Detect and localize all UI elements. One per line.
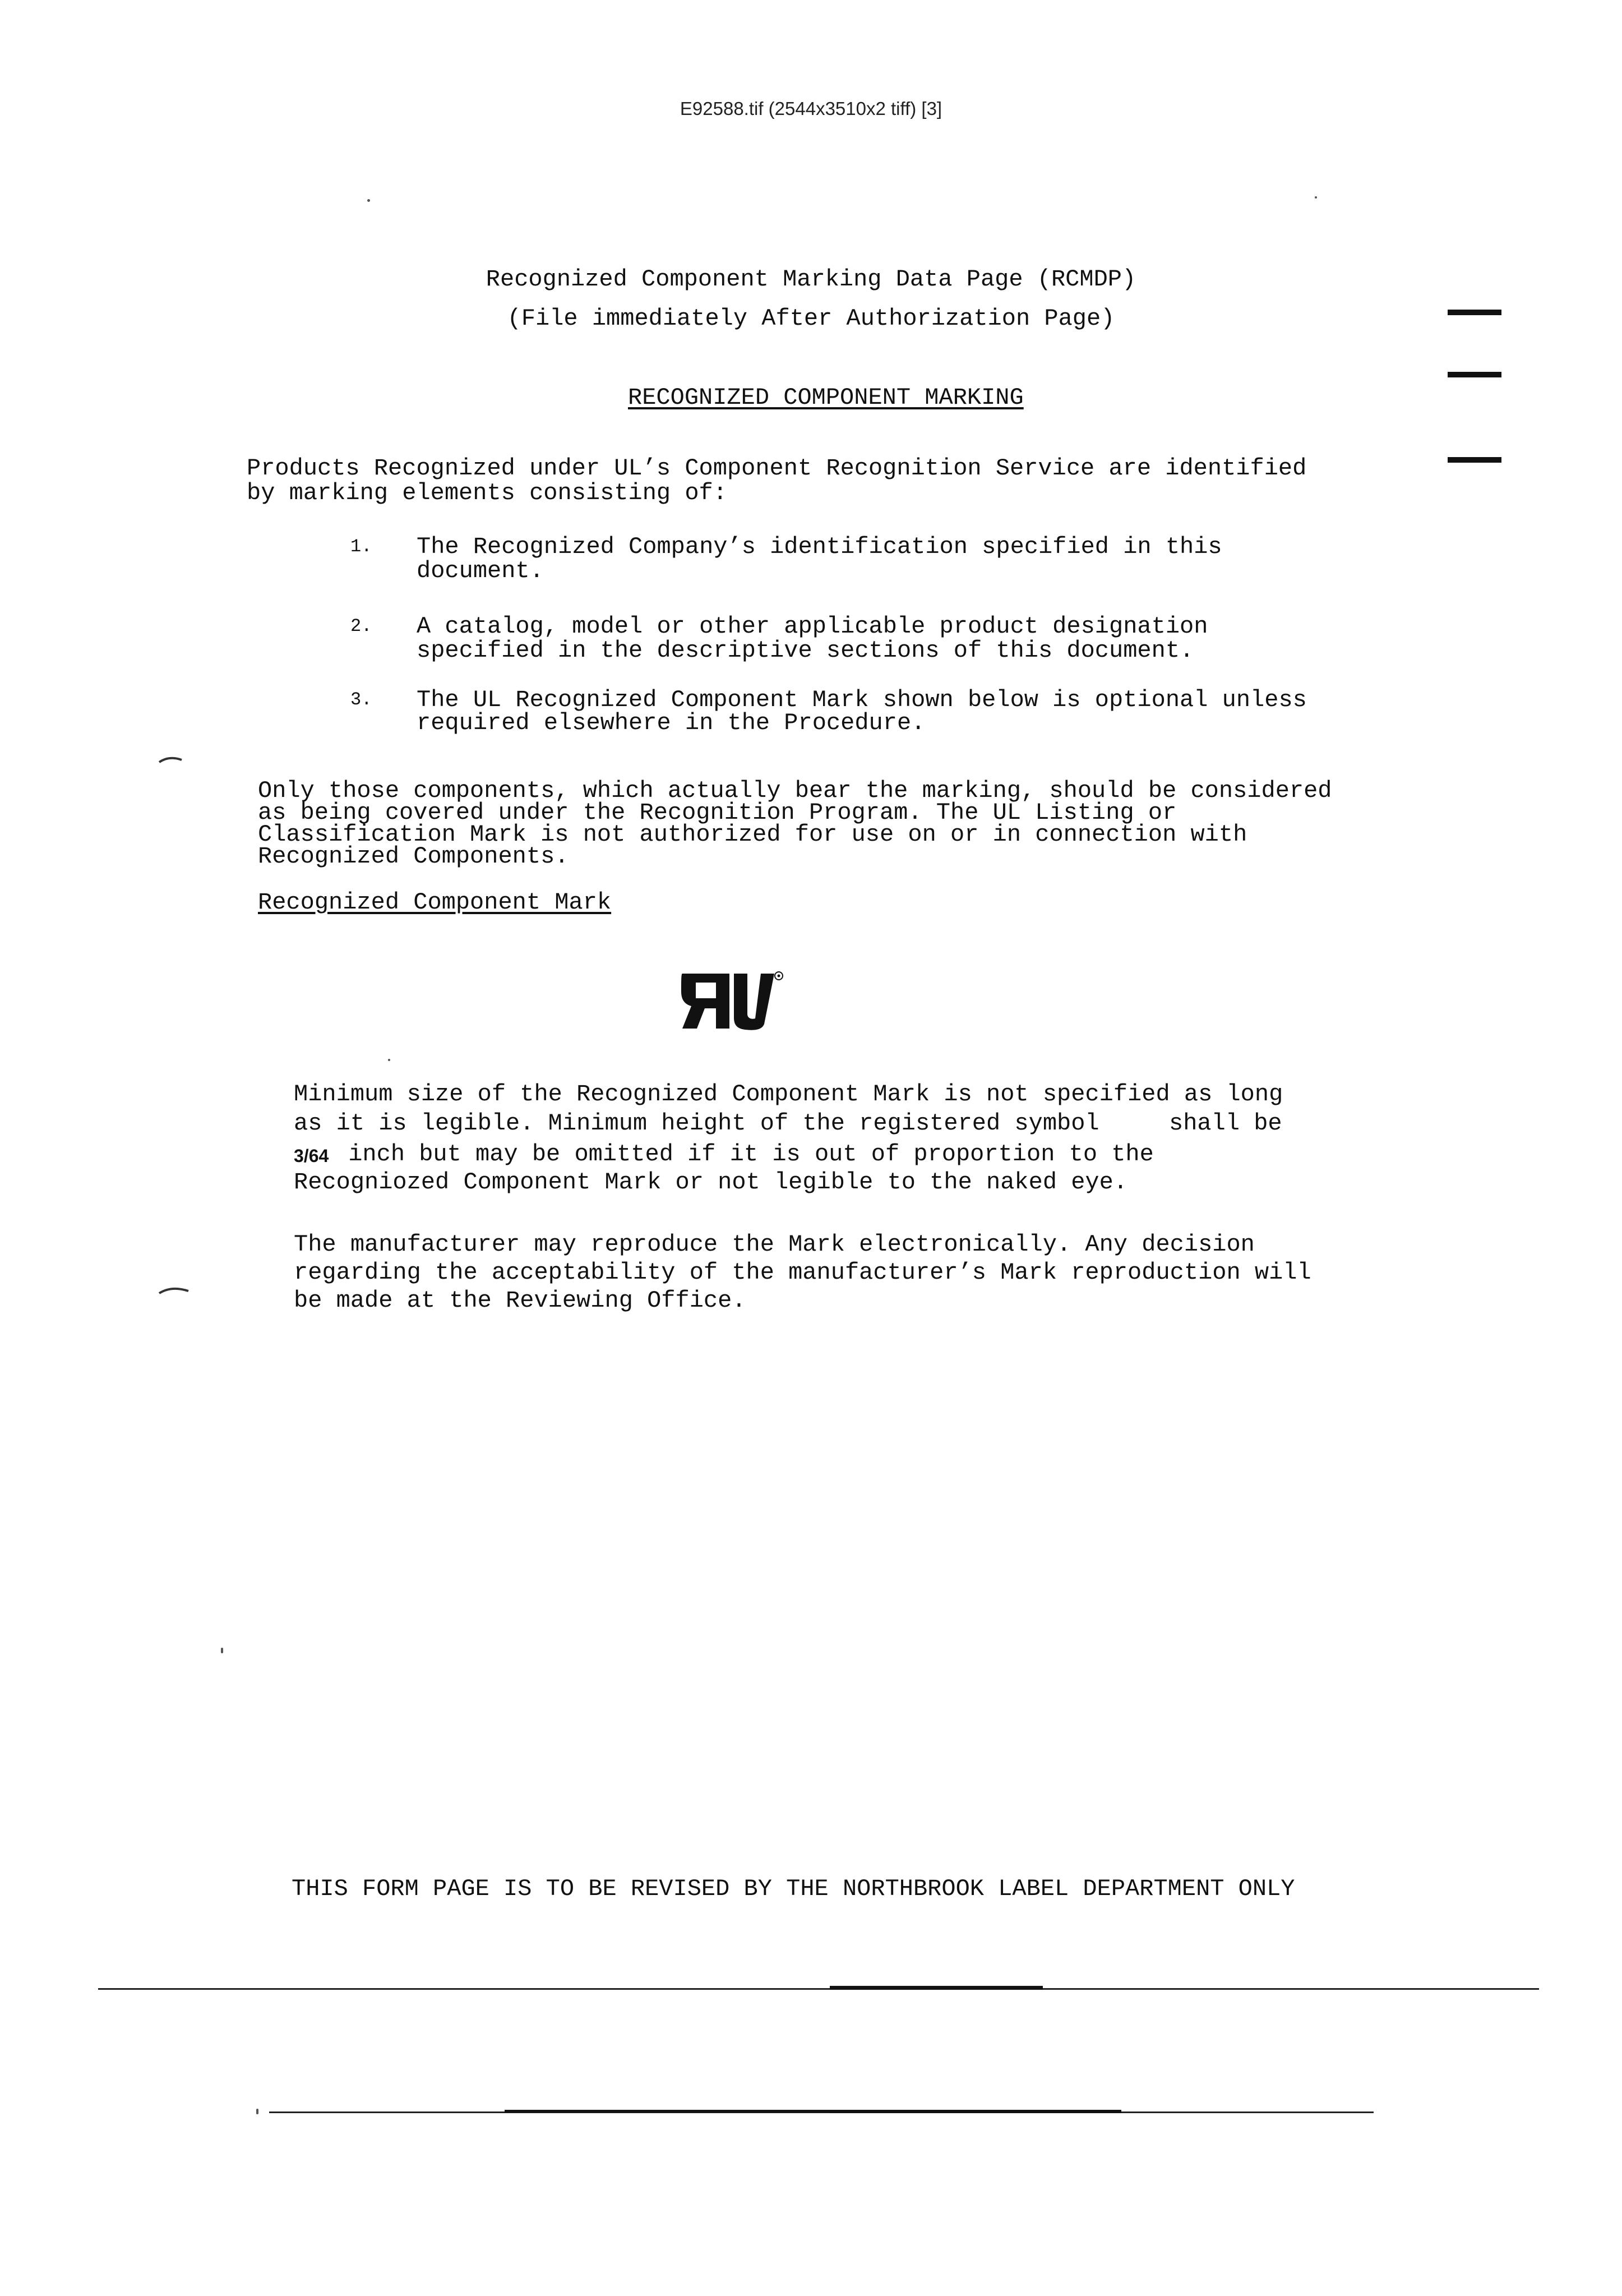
min-size-line: inch but may be omitted if it is out of proportion to the [334,1141,1154,1168]
scan-speck [256,2109,258,2114]
min-size-line: Minimum size of the Recognized Component Mark is not specified as long [294,1081,1283,1108]
electronic-line: The manufacturer may reproduce the Mark electronically. Any decision [294,1231,1255,1258]
min-size-line: shall be [1169,1110,1282,1137]
coverage-line: Classification Mark is not authorized for use on or in connection with [258,821,1247,848]
scan-mark [157,1284,196,1307]
section-heading: RECOGNIZED COMPONENT MARKING [628,384,1024,411]
scan-speck [367,199,370,202]
coverage-line: as being covered under the Recognition Program. The UL Listing or [258,799,1177,826]
electronic-line: regarding the acceptability of the manufacturer’s Mark reproduction will [294,1259,1311,1286]
list-item-line: The UL Recognized Component Mark shown below is optional unless [417,686,1307,713]
list-number: 3. [350,689,372,710]
scan-speck [388,1059,390,1061]
list-item-line: document. [417,557,544,584]
file-header: E92588.tif (2544x3510x2 tiff) [3] [680,98,942,119]
mark-heading: Recognized Component Mark [258,889,612,916]
footer-rule-thick [830,1986,1043,1990]
coverage-line: Recognized Components. [258,843,569,870]
intro-line: Products Recognized under UL’s Component Recognition Service are identified [247,455,1307,482]
revision-bar [1448,457,1501,463]
footer-notice: THIS FORM PAGE IS TO BE REVISED BY THE NORTHBROOK LABEL DEPARTMENT ONLY [292,1875,1295,1902]
list-number: 1. [350,536,372,557]
scan-mark [157,754,191,777]
coverage-line: Only those components, which actually bear the marking, should be considered [258,777,1332,804]
min-size-line: as it is legible. Minimum height of the registered symbol [294,1110,1099,1137]
electronic-line: be made at the Reviewing Office. [294,1287,746,1314]
scan-speck [221,1648,223,1653]
ul-recognized-mark-icon [680,970,784,1035]
list-item-line: A catalog, model or other applicable product designation [417,613,1208,640]
min-size-line: Recogniozed Component Mark or not legible to the naked eye. [294,1169,1128,1196]
list-item-line: The Recognized Company’s identification specified in this [417,533,1222,560]
page-title: Recognized Component Marking Data Page (RCMDP) [486,266,1136,293]
page-subtitle: (File immediately After Authorization Page) [507,305,1115,332]
intro-line: by marking elements consisting of: [247,480,727,506]
footer-rule-thick [830,2110,1121,2113]
revision-bar [1448,372,1501,377]
revision-bar [1448,310,1501,315]
footer-rule [98,1988,1539,1990]
min-size-fraction: 3/64 [294,1146,329,1166]
list-item-line: specified in the descriptive sections of this document. [417,637,1194,664]
list-number: 2. [350,616,372,637]
footer-rule-thick [505,2110,841,2113]
scan-speck [1315,196,1317,199]
list-item-line: required elsewhere in the Procedure. [417,709,926,736]
